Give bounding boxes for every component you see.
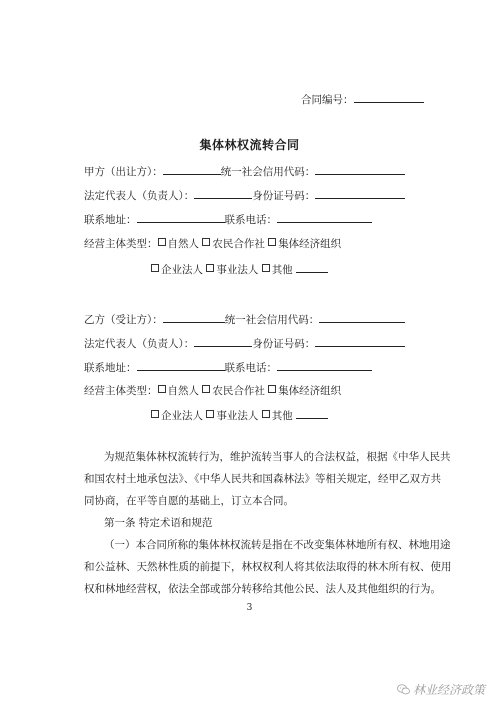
other-blank[interactable] bbox=[296, 262, 328, 273]
party-b-name-blank[interactable] bbox=[163, 312, 225, 323]
article-1-line-3: 权和林地经营权，依法全部或部分转移给其他公民、法人及其他组织的行为。 bbox=[84, 583, 441, 595]
checkbox[interactable] bbox=[151, 410, 159, 418]
preamble-line-1: 为规范集体林权流转行为，维护流转当事人的合法权益，根据《中华人民共 bbox=[104, 451, 451, 463]
checkbox[interactable] bbox=[206, 410, 214, 418]
option-farmer-coop: 农民合作社 bbox=[212, 385, 265, 397]
party-b-legal-rep-label: 法定代表人（负责人）： bbox=[84, 338, 195, 350]
party-a-phone-blank[interactable] bbox=[277, 212, 372, 223]
checkbox[interactable] bbox=[151, 264, 159, 272]
party-b-name-row bbox=[84, 312, 405, 327]
wechat-icon bbox=[397, 684, 410, 695]
party-a-entity-type-row bbox=[84, 237, 341, 251]
option-collective-org: 集体经济组织 bbox=[278, 385, 342, 397]
option-other: 其他 bbox=[271, 264, 293, 276]
party-b-legal-rep-blank[interactable] bbox=[194, 336, 252, 347]
party-a-address-row bbox=[84, 212, 372, 227]
party-a-name-row bbox=[84, 164, 405, 179]
contract-number-row bbox=[301, 92, 424, 107]
option-other: 其他 bbox=[271, 410, 293, 422]
party-b-id-label: 身份证号码： bbox=[252, 338, 316, 350]
party-b-entity-type-label: 经营主体类型： bbox=[84, 385, 158, 397]
party-b-phone-blank[interactable] bbox=[277, 360, 372, 371]
checkbox[interactable] bbox=[268, 238, 276, 246]
party-a-id-blank[interactable] bbox=[315, 188, 405, 199]
page-title: 集体林权流转合同 bbox=[199, 138, 300, 152]
contract-number-label: 合同编号： bbox=[301, 94, 354, 106]
page-number: 3 bbox=[246, 603, 253, 613]
preamble-line-3: 同协商，在平等自愿的基础上，订立本合同。 bbox=[84, 495, 294, 507]
party-a-name-label: 甲方（出让方）： bbox=[84, 166, 163, 178]
party-a-address-blank[interactable] bbox=[137, 212, 225, 223]
article-1-heading: 第一条 特定术语和规范 bbox=[104, 517, 213, 529]
option-enterprise: 企业法人 bbox=[161, 264, 203, 276]
watermark bbox=[397, 681, 485, 698]
party-b-entity-type-row-2 bbox=[151, 408, 328, 423]
checkbox[interactable] bbox=[202, 385, 210, 393]
party-a-credit-code-label: 统一社会信用代码： bbox=[220, 166, 316, 178]
party-b-id-blank[interactable] bbox=[315, 336, 405, 347]
option-farmer-coop: 农民合作社 bbox=[212, 238, 265, 250]
contract-number-blank[interactable] bbox=[354, 92, 424, 103]
checkbox[interactable] bbox=[158, 385, 166, 393]
option-institution: 事业法人 bbox=[216, 264, 259, 276]
party-a-phone-label: 联系电话： bbox=[224, 214, 277, 226]
party-a-name-blank[interactable] bbox=[163, 164, 221, 175]
party-a-entity-type-label: 经营主体类型： bbox=[84, 238, 158, 250]
option-institution: 事业法人 bbox=[216, 410, 259, 422]
party-b-address-blank[interactable] bbox=[137, 360, 225, 371]
option-natural-person: 自然人 bbox=[167, 238, 199, 250]
party-a-address-label: 联系地址： bbox=[84, 214, 137, 226]
option-natural-person: 自然人 bbox=[167, 385, 199, 397]
checkbox[interactable] bbox=[202, 238, 210, 246]
checkbox[interactable] bbox=[206, 264, 214, 272]
preamble-line-2: 和国农村土地承包法》、《中华人民共和国森林法》等相关规定，经甲乙双方共 bbox=[84, 473, 441, 485]
checkbox[interactable] bbox=[158, 238, 166, 246]
article-1-line-1: （一）本合同所称的集体林权流转是指在不改变集体林地所有权、林地用途 bbox=[104, 539, 451, 551]
party-b-phone-label: 联系电话： bbox=[224, 362, 277, 374]
party-b-address-row bbox=[84, 360, 372, 375]
article-1-line-2: 和公益林、天然林性质的前提下，林权权利人将其依法取得的林木所有权、使用 bbox=[84, 561, 452, 573]
checkbox[interactable] bbox=[262, 410, 270, 418]
checkbox[interactable] bbox=[262, 264, 270, 272]
party-b-entity-type-row bbox=[84, 384, 341, 398]
party-a-legal-rep-blank[interactable] bbox=[194, 188, 252, 199]
option-collective-org: 集体经济组织 bbox=[278, 238, 342, 250]
party-b-name-label: 乙方（受让方）： bbox=[84, 314, 163, 326]
option-enterprise: 企业法人 bbox=[161, 410, 203, 422]
party-b-address-label: 联系地址： bbox=[84, 362, 137, 374]
party-a-legal-rep-row bbox=[84, 188, 405, 203]
checkbox[interactable] bbox=[268, 385, 276, 393]
watermark-text: 林业经济政策 bbox=[412, 683, 485, 697]
party-b-credit-code-blank[interactable] bbox=[319, 312, 405, 323]
other-blank[interactable] bbox=[296, 408, 328, 419]
party-a-id-label: 身份证号码： bbox=[252, 190, 316, 202]
party-b-legal-rep-row bbox=[84, 336, 405, 351]
party-b-credit-code-label: 统一社会信用代码： bbox=[224, 314, 320, 326]
party-a-entity-type-row-2 bbox=[151, 262, 328, 277]
party-a-legal-rep-label: 法定代表人（负责人）： bbox=[84, 190, 195, 202]
party-a-credit-code-blank[interactable] bbox=[315, 164, 405, 175]
